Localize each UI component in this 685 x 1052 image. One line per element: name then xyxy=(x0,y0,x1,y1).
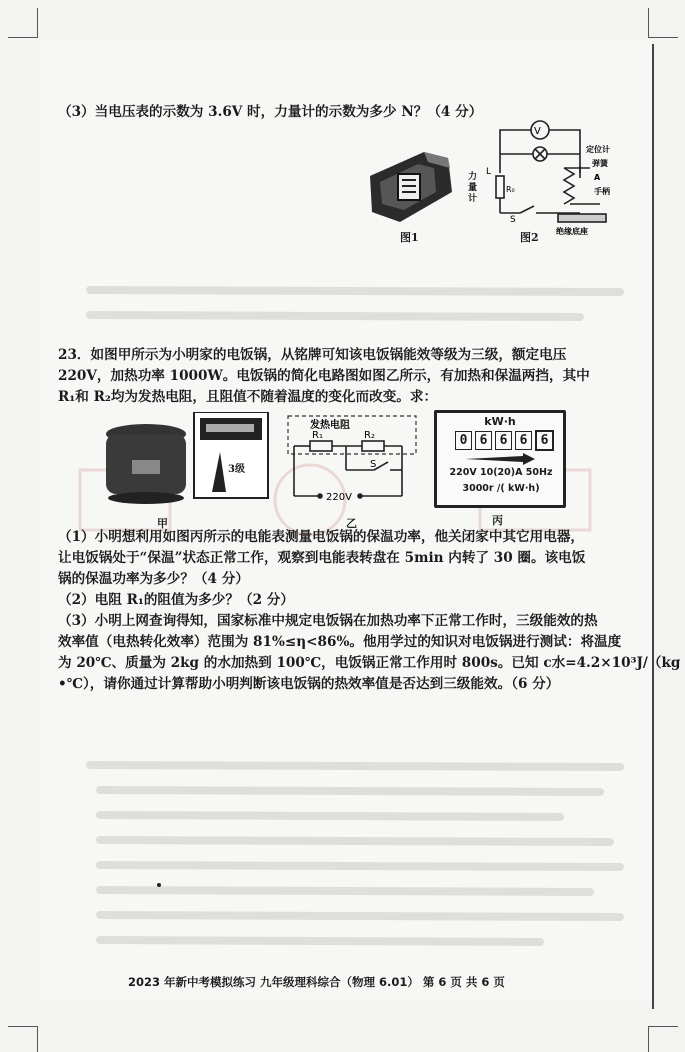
q23-part3-line4: •℃），请你通过计算帮助小明判断该电饭锅的热效率值是否达到三级能效。（6 分） xyxy=(58,676,560,692)
meter-digit-3: 6 xyxy=(495,431,512,450)
crop-mark-tr-h xyxy=(648,37,678,38)
meter-digits xyxy=(455,429,557,451)
meter-digit-2: 6 xyxy=(475,431,492,450)
q23-part1-line1: （1）小明想利用如图丙所示的电能表测量电饭锅的保温功率，他关闭家中其它用电器， xyxy=(58,529,585,545)
circuit-R2-label: R₂ xyxy=(364,430,375,441)
q23-part3-line1: （3）小明上网查询得知，国家标准中规定电饭锅在加热功率下正常工作时，三级能效的热 xyxy=(58,613,598,629)
figure1-dynamometer-photo xyxy=(360,134,460,230)
meter-rotor-arrow xyxy=(463,453,537,465)
q23-stem-line2: 220V，加热功率 1000W。电饭锅的简化电路图如图乙所示，有加热和保温两挡，其中 xyxy=(58,368,590,384)
crop-mark-tr-v xyxy=(648,8,649,38)
fig2-resistor-R0: R₀ xyxy=(506,185,515,194)
fig2-label-locator: 定位计 xyxy=(586,145,610,154)
q22-part3-text: （3）当电压表的示数为 3.6V 时，力量计的示数为多少 N？（4 分） xyxy=(58,104,483,120)
circuit-title: 发热电阻 xyxy=(310,420,350,431)
q23-stem-line3: R₁和 R₂均为发热电阻，且阻值不随着温度的变化而改变。求： xyxy=(58,389,438,405)
ink-dot xyxy=(157,883,161,887)
fig2-label-base: 绝缘底座 xyxy=(556,227,588,236)
meter-digit-5: 6 xyxy=(535,430,554,451)
figure-yi-label: 乙 xyxy=(346,517,357,530)
crop-mark-bl-h xyxy=(8,1026,38,1027)
figure-jia-label: 甲 xyxy=(157,517,168,530)
figure1-caption: 图1 xyxy=(400,231,419,244)
meter-digit-1: 0 xyxy=(455,431,472,450)
page-edge xyxy=(652,44,654,1009)
q23-part2: （2）电阻 R₁的阻值为多少？（2 分） xyxy=(58,592,294,608)
crop-mark-tl-h xyxy=(8,37,38,38)
energy-meter xyxy=(434,410,566,508)
figure-bing-label: 丙 xyxy=(492,514,503,527)
crop-mark-br-v xyxy=(648,1026,649,1052)
fig2-label-force-meter: 力量计 xyxy=(468,172,478,204)
crop-mark-br-h xyxy=(648,1026,678,1027)
crop-mark-bl-v xyxy=(37,1026,38,1052)
q23-stem-line1: 23．如图甲所示为小明家的电饭锅，从铭牌可知该电饭锅能效等级为三级，额定电压 xyxy=(58,347,567,363)
meter-spec-line1: 220V 10(20)A 50Hz xyxy=(449,467,553,478)
cooker-circuit-diagram xyxy=(282,410,422,510)
fig2-label-A: A xyxy=(594,173,601,182)
fig2-lamp-L: L xyxy=(486,167,492,177)
fig2-label-handle: 手柄 xyxy=(594,187,610,196)
meter-spec-line2: 3000r /( kW·h) xyxy=(462,483,540,494)
meter-digit-4: 6 xyxy=(515,431,532,450)
q23-part3-line2: 效率值（电热转化效率）范围为 81%≤η<86%。他用学过的知识对电饭锅进行测试：将温度 xyxy=(58,634,622,650)
fig2-voltmeter-symbol: V xyxy=(534,126,541,137)
q23-part1-line2: 让电饭锅处于“保温”状态正常工作，观察到电能表转盘在 5min 内转了 30 圈。该电饭 xyxy=(58,550,586,566)
rice-cooker-illustration xyxy=(102,412,272,512)
fig2-switch-S: S xyxy=(510,215,516,225)
q23-part3-line3: 为 20℃、质量为 2kg 的水加热到 100℃，电饭锅正常工作用时 800s。已知 c水=4.2×10³J/（kg xyxy=(58,655,681,671)
q23-part1-line3: 锅的保温功率为多少？（4 分） xyxy=(58,571,249,587)
figure2-circuit-diagram xyxy=(460,118,620,236)
fig2-label-spring: 弹簧 xyxy=(592,159,608,168)
energy-grade-badge: 3级 xyxy=(228,464,245,475)
circuit-voltage-label: 220V xyxy=(326,492,352,503)
circuit-R1-label: R₁ xyxy=(312,430,323,441)
figure2-caption: 图2 xyxy=(520,231,539,244)
page-footer: 2023 年新中考模拟练习 九年级理科综合（物理 6.01） 第 6 页 共 6 页 xyxy=(128,975,505,989)
circuit-switch-label: S xyxy=(370,459,377,470)
crop-mark-tl-v xyxy=(37,8,38,38)
meter-unit: kW·h xyxy=(484,415,516,428)
